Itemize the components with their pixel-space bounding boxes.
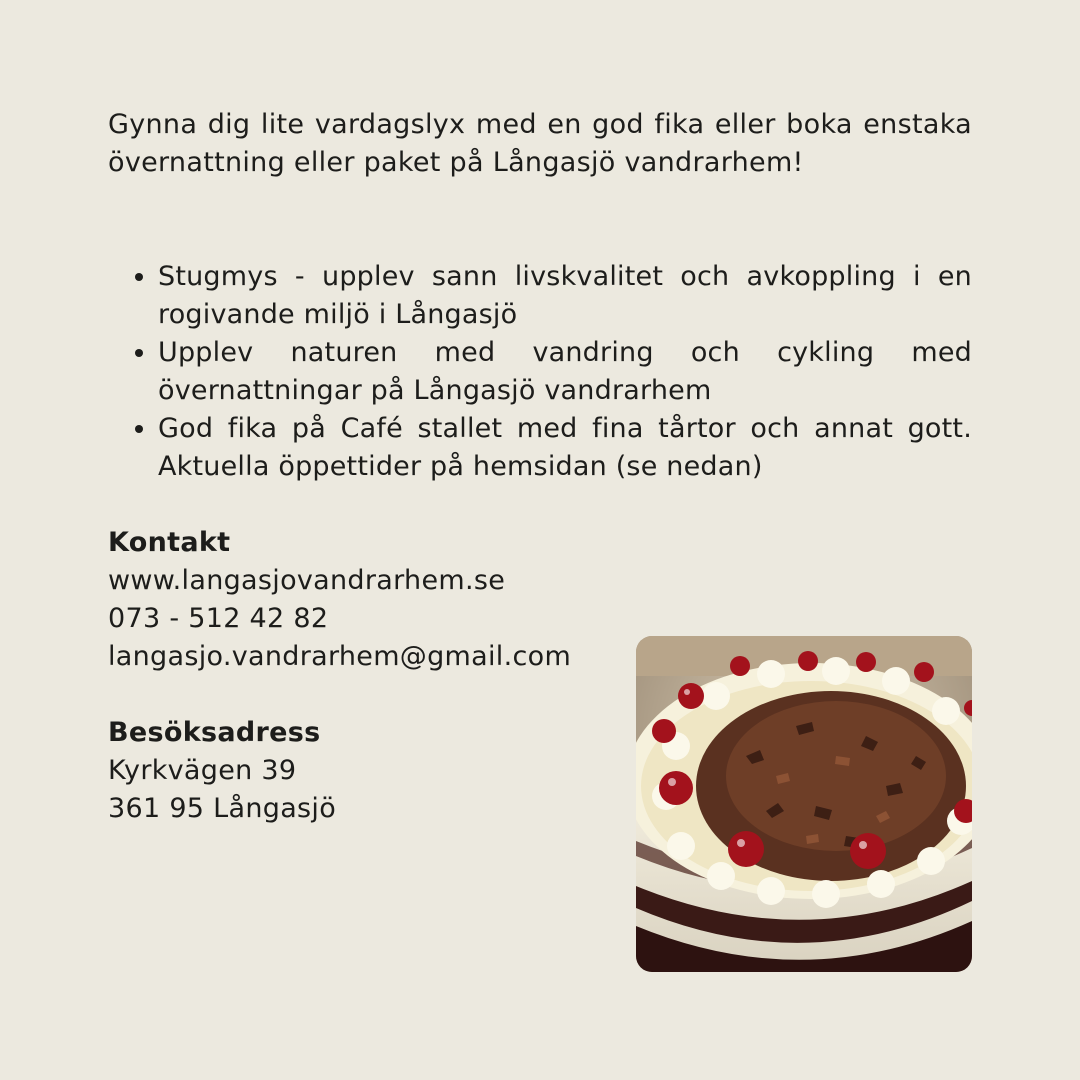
phone-number[interactable]: 073 - 512 42 82: [108, 603, 329, 634]
feature-list: [108, 258, 972, 486]
postal-city: 361 95 Långasjö: [108, 793, 337, 824]
street-address: Kyrkvägen 39: [108, 755, 297, 786]
address-heading: Besöksadress: [108, 717, 321, 748]
cake-photo: [636, 636, 972, 972]
list-item: • God fika på Café stallet med fina tårtor och annat gott. Aktuella öppettider på hemsidan (se nedan): [158, 410, 972, 486]
list-item: • Stugmys - upplev sann livskvalitet och avkoppling i en rogivande miljö i Långasjö: [158, 258, 972, 334]
website-link[interactable]: www.langasjovandrarhem.se: [108, 565, 506, 596]
contact-section: [108, 524, 571, 676]
address-section: [108, 714, 336, 828]
cake-illustration: [636, 636, 972, 972]
list-item: • Upplev naturen med vandring och cykling med övernattningar på Långasjö vandrarhem: [158, 334, 972, 410]
intro-text: Gynna dig lite vardagslyx med en god fika eller boka enstaka övernattning eller paket på Långasjö vandrarhem!: [108, 109, 972, 178]
contact-heading: Kontakt: [108, 527, 231, 558]
email-link[interactable]: langasjo.vandrarhem@gmail.com: [108, 641, 572, 672]
